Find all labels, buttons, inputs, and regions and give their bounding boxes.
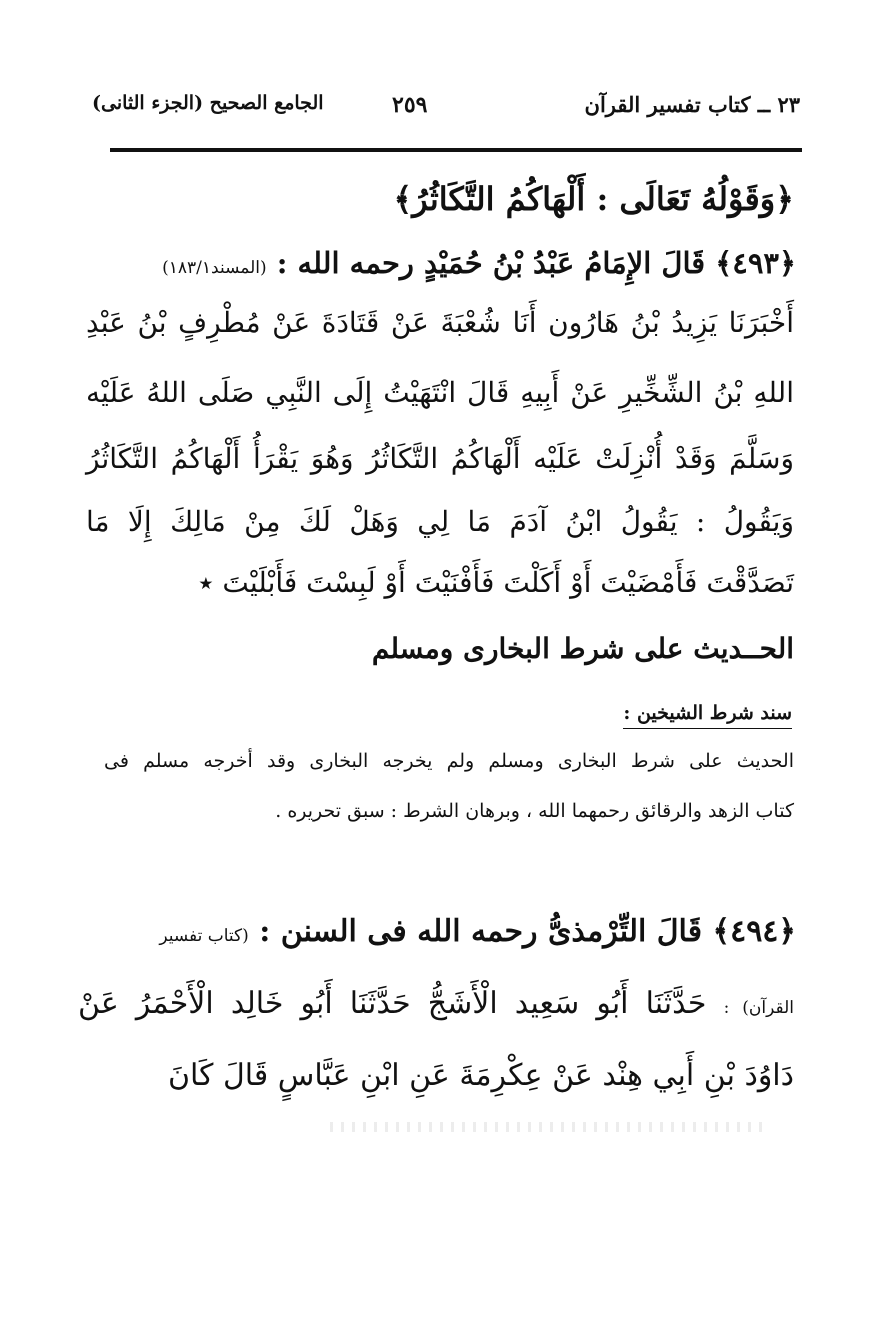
hadith-493-line-3: وَسَلَّمَ وَقَدْ أُنْزِلَتْ عَلَيْه أَلْهَاكُمُ التَّكَاثُرُ وَهُوَ يَقْرَأُ أَلْهَاكُمُ التَّكَاثُرُ <box>86 442 794 475</box>
note-line-1: الحديث على شرط البخارى ومسلم ولم يخرجه البخارى وقد أخرجه مسلم فى <box>104 750 794 772</box>
hadith-493-title-text: ﴿٤٩٣﴾ قَالَ الإِمَامُ عَبْدُ بْنُ حُمَيْدٍ رحمه الله : <box>276 246 796 280</box>
chapter-title: ٢٣ ــ كتاب تفسير القرآن <box>584 92 800 117</box>
hadith-494-reference-end: القرآن) : <box>723 998 794 1018</box>
hadith-494-line-1 <box>78 986 794 1021</box>
hadith-494-title-text: ﴿٤٩٤﴾ قَالَ التِّرْمذىُّ رحمه الله فى السنن : <box>259 914 796 949</box>
note-line-2: كتاب الزهد والرقائق رحمهما الله ، وبرهان الشرط : سبق تحريره . <box>275 800 794 822</box>
header-rule <box>110 148 802 152</box>
hadith-493-line-4: وَيَقُولُ : يَقُولُ ابْنُ آدَمَ مَا لِي وَهَلْ لَكَ مِنْ مَالِكَ إِلَا مَا <box>86 505 794 538</box>
hadith-493-title <box>162 246 796 280</box>
hadith-493-line-5: تَصَدَّقْتَ فَأَمْضَيْتَ أَوْ أَكَلْتَ فَأَفْنَيْتَ أَوْ لَبِسْتَ فَأَبْلَيْتَ ٭ <box>198 566 794 599</box>
hadith-494-line-2: دَاوُدَ بْنِ أَبِي هِنْد عَنْ عِكْرِمَةَ عَنِ ابْنِ عَبَّاسٍ قَالَ كَانَ <box>167 1058 794 1093</box>
hadith-494-title <box>159 914 796 949</box>
hadith-493-reference: (المسند١٨٣/١) <box>162 258 267 278</box>
hadith-493-line-1: أَخْبَرَنَا يَزِيدُ بْنُ هَارُون أَنَا شُعْبَةَ عَنْ قَتَادَةَ عَنْ مُطْرِفٍ بْنُ عَبْدِ <box>86 306 794 339</box>
book-title: الجامع الصحيح (الجزء الثانى) <box>92 92 324 114</box>
verse-heading: ﴿وَقَوْلُهُ تَعَالَى : أَلْهَاكُمُ التَّكَاثُرُ﴾ <box>393 180 794 218</box>
hadith-494-reference-start: (كتاب تفسير <box>159 926 249 946</box>
hadith-493-line-2: اللهِ بْنُ الشِّخِّيرِ عَنْ أَبِيهِ قَالَ انْتَهَيْتُ إِلَى النَّبِي صَلَى اللهُ عَلَيْه <box>86 376 794 409</box>
running-header <box>92 92 800 132</box>
bleed-through-marks <box>330 1122 770 1132</box>
hadith-494-line-1-text: حَدَّثَنَا أَبُو سَعِيد الْأَشَجُّ حَدَّثَنَا أَبُو خَالِد الْأَحْمَرُ عَنْ <box>78 986 707 1021</box>
hadith-493-verdict: الحــديث على شرط البخارى ومسلم <box>371 632 794 665</box>
page-number: ٢٥٩ <box>392 92 428 118</box>
sanad-heading: سند شرط الشيخين : <box>623 702 792 729</box>
